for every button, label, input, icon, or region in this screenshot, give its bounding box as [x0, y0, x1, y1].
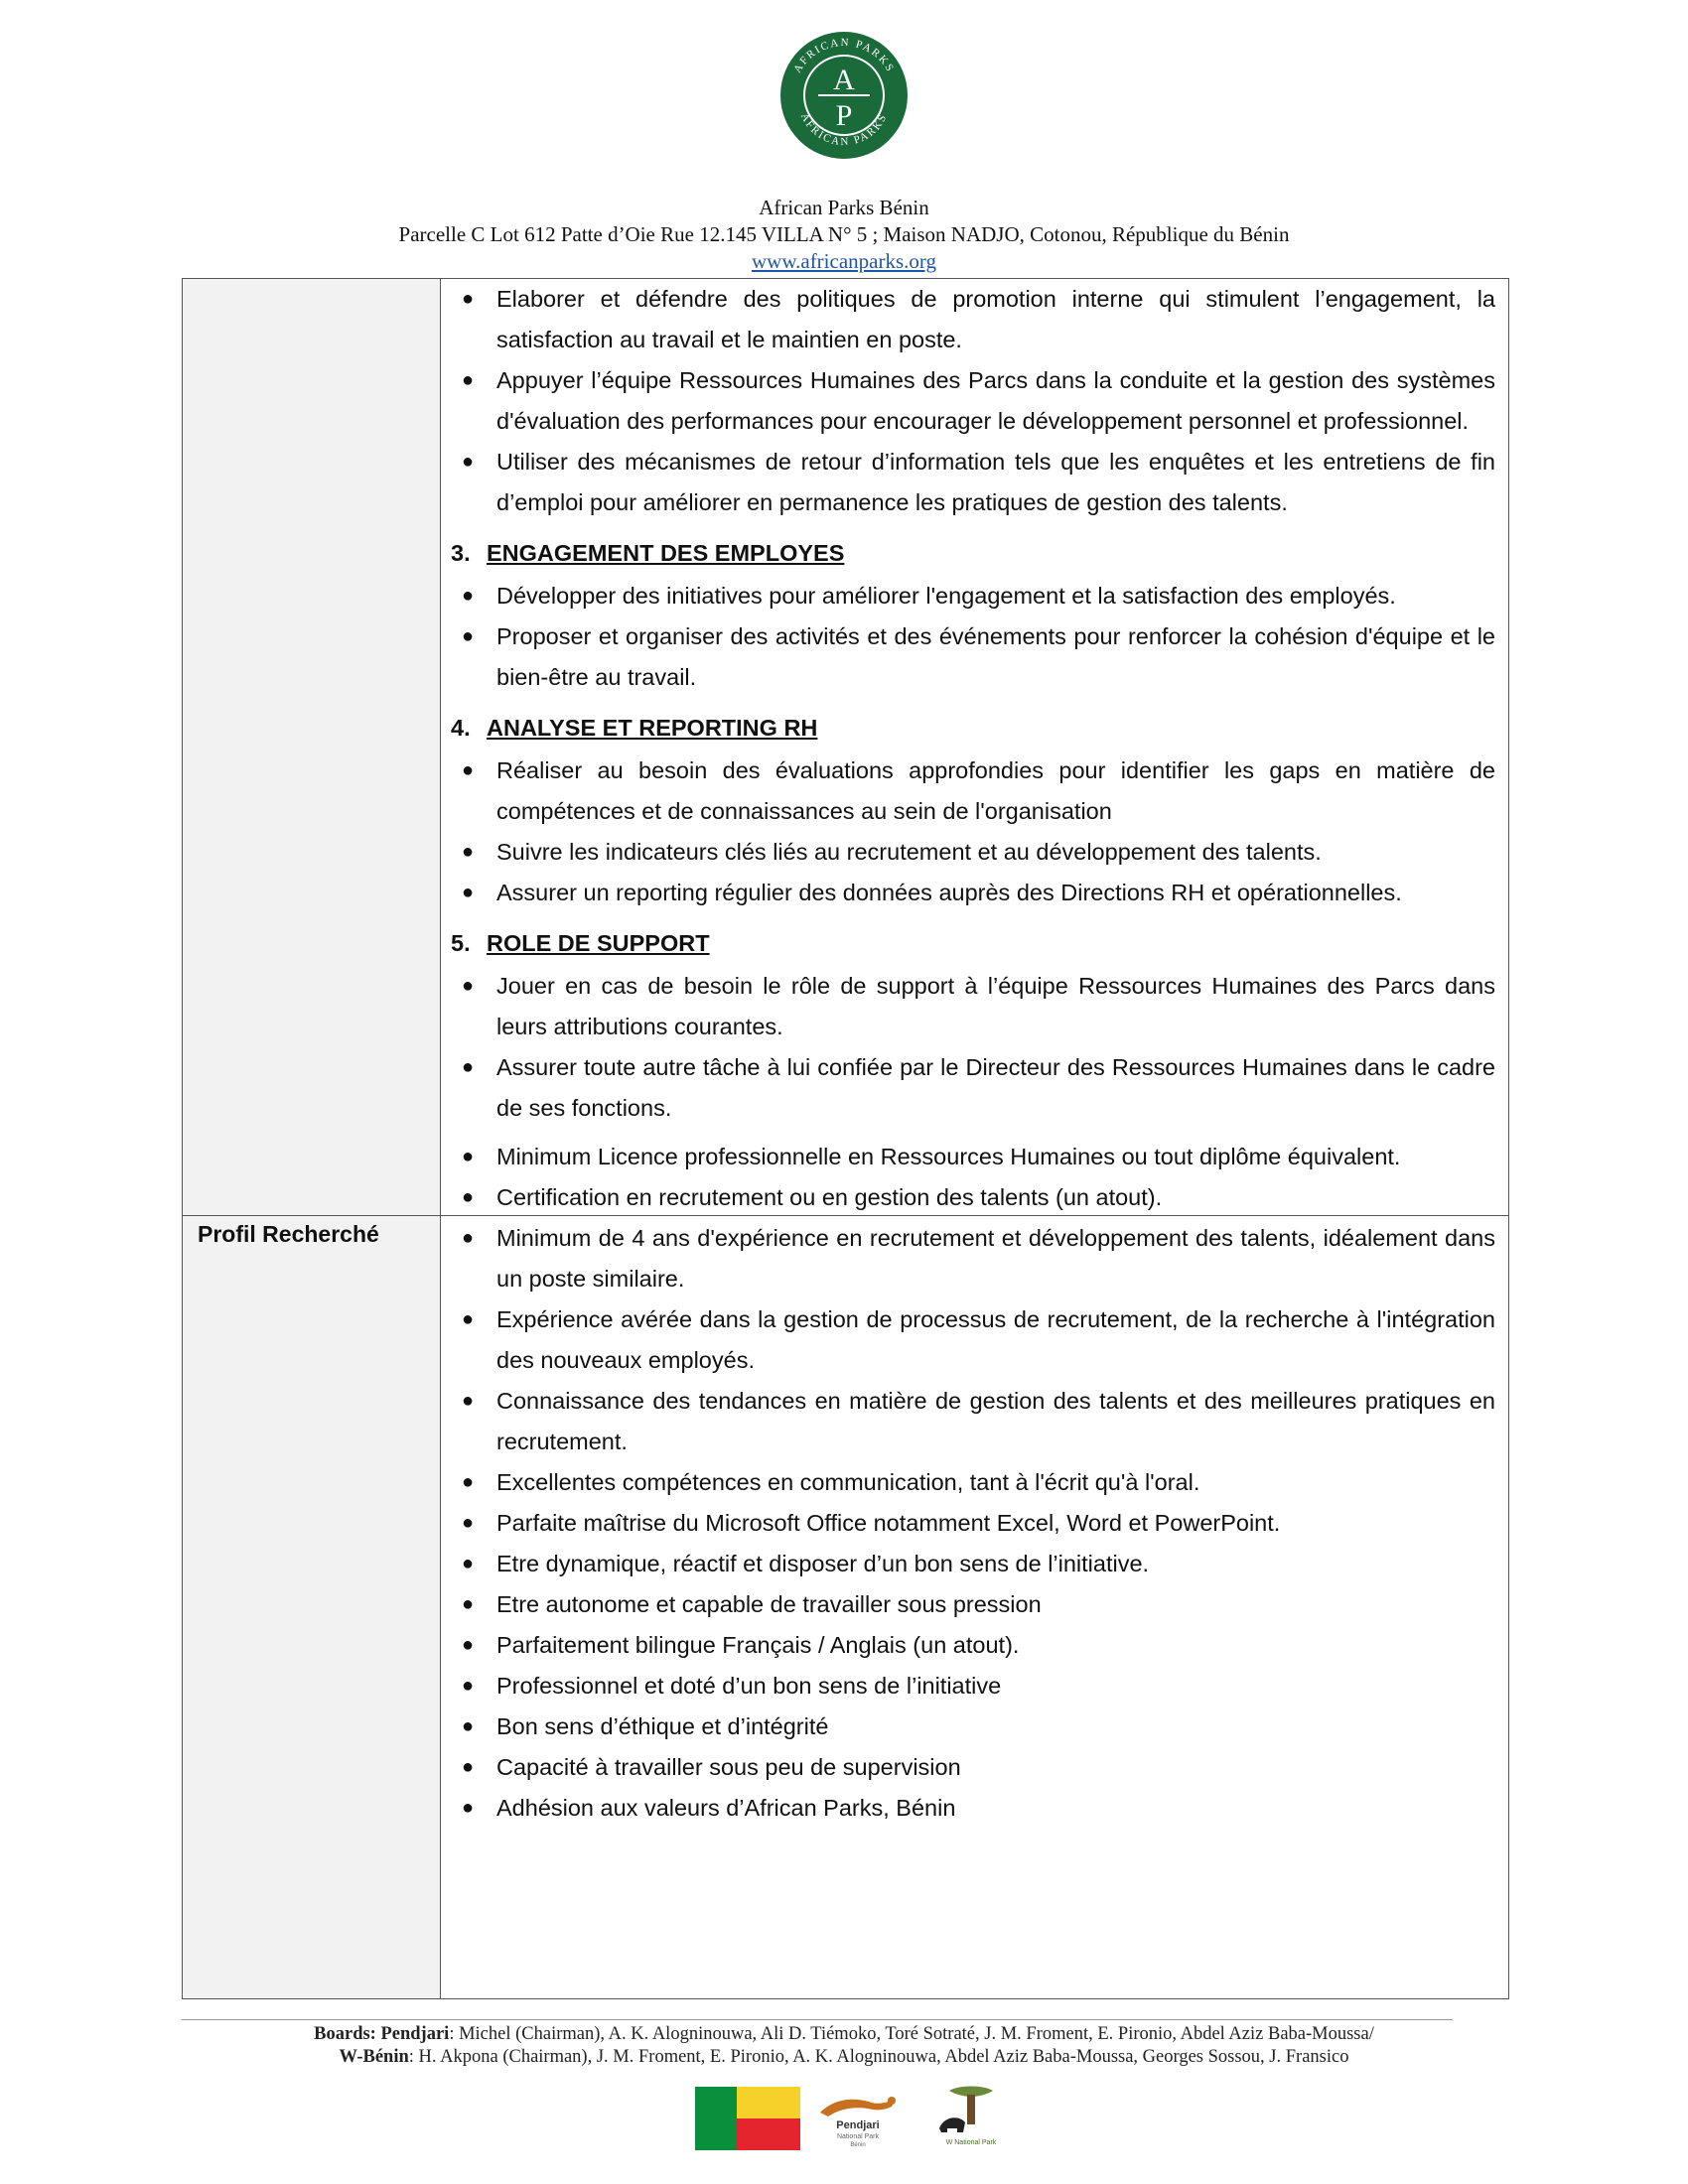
bullet-icon: ●	[462, 625, 475, 647]
section-list	[451, 966, 1495, 1129]
list-item: ● Utiliser des mécanismes de retour d’information tels que les enquêtes et les entretiens de fin d’emploi pour améliorer en permanence les pratiques de gestion des talents.	[451, 442, 1495, 523]
list-item: ● Assurer un reporting régulier des données auprès des Directions RH et opérationnelles.	[451, 873, 1495, 913]
bullet-icon: ●	[462, 1390, 475, 1412]
list-item: ● Minimum de 4 ans d'expérience en recrutement et développement des talents, idéalement dans un poste similaire.	[451, 1218, 1495, 1299]
svg-text:A: A	[833, 64, 855, 96]
bullet-icon: ●	[462, 975, 475, 997]
bullet-icon: ●	[462, 1634, 475, 1656]
bullet-icon: ●	[462, 1715, 475, 1737]
footer-line-wbenin: W-Bénin: H. Akpona (Chairman), J. M. Froment, E. Pironio, A. K. Alogninouwa, Abdel Aziz Baba-Moussa, Georges Sossou, J. Fransico	[339, 2047, 1349, 2067]
bullet-icon: ●	[462, 1227, 475, 1249]
list-item: ● Connaissance des tendances en matière de gestion des talents et des meilleures pratiques en recrutement.	[451, 1381, 1495, 1462]
bullet-icon: ●	[462, 585, 475, 607]
svg-text:AFRICAN PARKS: AFRICAN PARKS	[791, 36, 897, 75]
bullet-icon: ●	[462, 1186, 475, 1208]
bullet-icon: ●	[462, 369, 475, 391]
bullet-icon: ●	[462, 759, 475, 781]
list-item: ● Bon sens d’éthique et d’intégrité	[451, 1706, 1495, 1747]
list-item: ● Jouer en cas de besoin le rôle de support à l’équipe Ressources Humaines des Parcs dans leurs attributions courantes.	[451, 966, 1495, 1047]
list-item: ● Développer des initiatives pour améliorer l'engagement et la satisfaction des employés.	[451, 576, 1495, 616]
list-item: ● Minimum Licence professionnelle en Ressources Humaines ou tout diplôme équivalent.	[451, 1137, 1495, 1177]
website-link[interactable]: www.africanparks.org	[751, 249, 937, 273]
list-item: ● Adhésion aux valeurs d’African Parks, Bénin	[451, 1788, 1495, 1829]
pendjari-park-logo	[814, 2085, 902, 2150]
bullet-icon: ●	[462, 288, 475, 310]
letterhead	[0, 30, 1688, 274]
org-name: African Parks Bénin	[759, 196, 929, 219]
section-list	[451, 751, 1495, 913]
list-item: ● Elaborer et défendre des politiques de promotion interne qui stimulent l’engagement, la satisfaction au travail et le maintien en poste.	[451, 279, 1495, 360]
bullet-icon: ●	[462, 1056, 475, 1078]
african-parks-logo	[778, 30, 910, 161]
list-item: ● Parfaite maîtrise du Microsoft Office notamment Excel, Word et PowerPoint.	[451, 1503, 1495, 1544]
bullet-icon: ●	[462, 841, 475, 863]
bullet-icon: ●	[462, 1471, 475, 1493]
footer-boards	[0, 2023, 1688, 2069]
list-item: ● Expérience avérée dans la gestion de processus de recrutement, de la recherche à l'intégration des nouveaux employés.	[451, 1299, 1495, 1381]
job-description-table	[182, 278, 1509, 1999]
list-item: ● Capacité à travailler sous peu de supervision	[451, 1747, 1495, 1788]
svg-text:W National Park: W National Park	[945, 2139, 997, 2146]
benin-flag-icon	[695, 2087, 800, 2150]
org-address: Parcelle C Lot 612 Patte d’Oie Rue 12.145 VILLA N° 5 ; Maison NADJO, Cotonou, République du Bénin	[398, 222, 1290, 246]
profile-list	[451, 1137, 1495, 1829]
svg-text:AFRICAN PARKS: AFRICAN PARKS	[797, 111, 890, 149]
svg-text:Bénin: Bénin	[850, 2142, 866, 2148]
bullet-icon: ●	[462, 1553, 475, 1574]
list-item: ● Professionnel et doté d’un bon sens de l’initiative	[451, 1666, 1495, 1706]
w-national-park-logo	[929, 2085, 1013, 2150]
bullet-icon: ●	[462, 1797, 475, 1819]
list-item: ● Appuyer l’équipe Ressources Humaines des Parcs dans la conduite et la gestion des systèmes d'évaluation des performances pour encourager le développement personnel et professionnel.	[451, 360, 1495, 442]
svg-text:Pendjari: Pendjari	[836, 2119, 880, 2131]
section-heading: 5. ROLE DE SUPPORT	[451, 930, 710, 956]
section-heading: 4. ANALYSE ET REPORTING RH	[451, 715, 818, 741]
bullet-icon: ●	[462, 1512, 475, 1534]
list-item: ● Suivre les indicateurs clés liés au recrutement et au développement des talents.	[451, 832, 1495, 873]
footer-separator	[182, 2019, 1453, 2020]
list-item: ● Certification en recrutement ou en gestion des talents (un atout).	[451, 1177, 1495, 1218]
bullet-icon: ●	[462, 1146, 475, 1167]
list-item: ● Etre dynamique, réactif et disposer d’un bon sens de l’initiative.	[451, 1544, 1495, 1584]
list-item: ● Assurer toute autre tâche à lui confiée par le Directeur des Ressources Humaines dans le cadre de ses fonctions.	[451, 1047, 1495, 1129]
list-item: ● Réaliser au besoin des évaluations approfondies pour identifier les gaps en matière de compétences et de connaissances au sein de l'organisation	[451, 751, 1495, 832]
bullet-icon: ●	[462, 1675, 475, 1697]
bullet-icon: ●	[462, 882, 475, 903]
bullet-icon: ●	[462, 1756, 475, 1778]
svg-text:National Park: National Park	[836, 2133, 880, 2140]
bullet-icon: ●	[462, 1308, 475, 1330]
list-item: ● Excellentes compétences en communication, tant à l'écrit qu'à l'oral.	[451, 1462, 1495, 1503]
label-column	[183, 279, 441, 1998]
continued-bullet-list	[451, 279, 1495, 523]
section-heading: 3. ENGAGEMENT DES EMPLOYES	[451, 540, 845, 566]
list-item: ● Proposer et organiser des activités et des événements pour renforcer la cohésion d'équipe et le bien-être au travail.	[451, 616, 1495, 698]
bullet-icon: ●	[462, 451, 475, 473]
svg-text:P: P	[835, 99, 853, 132]
footer-line-pendjari: Boards: Pendjari: Michel (Chairman), A. K. Alogninouwa, Ali D. Tiémoko, Toré Sotraté, J. M. Froment, E. Pironio, Abdel Aziz Baba-Moussa/	[314, 2024, 1374, 2044]
bullet-icon: ●	[462, 1593, 475, 1615]
section-list	[451, 576, 1495, 698]
content-column	[451, 279, 1495, 1829]
list-item: ● Parfaitement bilingue Français / Anglais (un atout).	[451, 1625, 1495, 1666]
profile-label: Profil Recherché	[198, 1221, 379, 1247]
list-item: ● Etre autonome et capable de travailler sous pression	[451, 1584, 1495, 1625]
